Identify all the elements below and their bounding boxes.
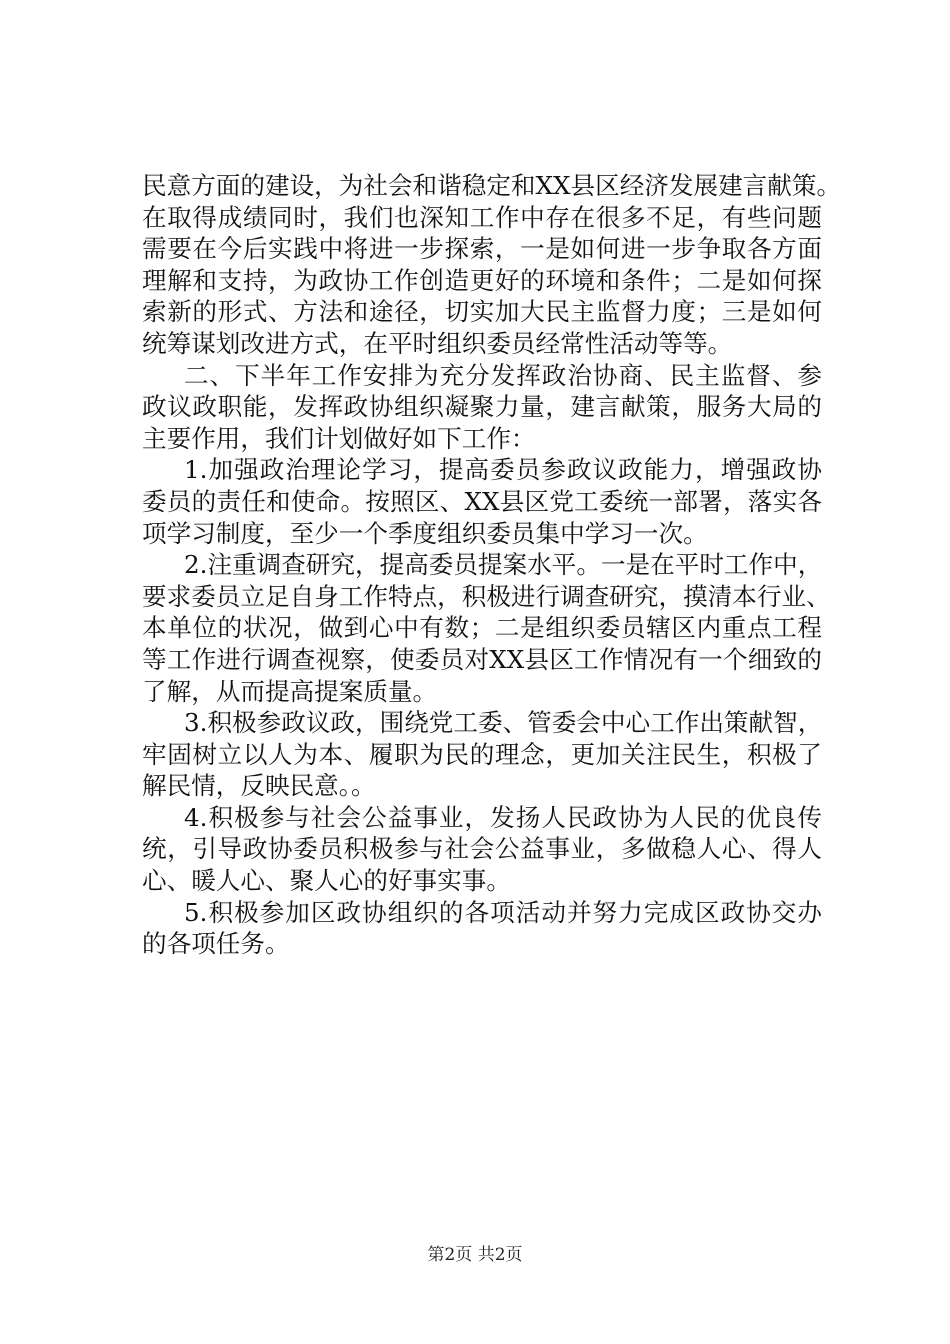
text-line: 政议政职能，发挥政协组织凝聚力量，建言献策，服务大局的 [142, 392, 822, 422]
text-line: 的各项任务。 [142, 929, 290, 959]
text-line: 理解和支持，为政协工作创造更好的环境和条件；二是如何探 [142, 265, 822, 295]
text-line: 1.加强政治理论学习，提高委员参政议政能力，增强政协 [184, 455, 822, 485]
text-line: 牢固树立以人为本、履职为民的理念，更加关注民生，积极了 [142, 739, 822, 769]
text-line: 3.积极参政议政，围绕党工委、管委会中心工作出策献智， [184, 708, 823, 738]
text-line: 统，引导政协委员积极参与社会公益事业，多做稳人心、得人 [142, 834, 822, 864]
text-line: 4.积极参与社会公益事业，发扬人民政协为人民的优良传 [184, 802, 822, 832]
text-line: 要求委员立足自身工作特点，积极进行调查研究，摸清本行业、 [142, 581, 831, 611]
page-footer: 第2页 共2页 [427, 1245, 523, 1265]
text-line: 在取得成绩同时，我们也深知工作中存在很多不足，有些问题 [142, 202, 822, 232]
text-line: 民意方面的建设，为社会和谐稳定和XX县区经济发展建言献策。 [142, 171, 842, 200]
text-line: 2.注重调查研究，提高委员提案水平。一是在平时工作中， [184, 550, 823, 580]
text-line: 索新的形式、方法和途径，切实加大民主监督力度；三是如何 [142, 297, 822, 327]
document-body [142, 170, 842, 960]
text-line: 委员的责任和使命。按照区、XX县区党工委统一部署，落实各 [142, 486, 822, 516]
text-line: 统筹谋划改进方式，在平时组织委员经常性活动等等。 [142, 328, 733, 358]
text-line: 需要在今后实践中将进一步探索，一是如何进一步争取各方面 [142, 234, 822, 264]
text-line: 解民情，反映民意。。 [142, 771, 376, 801]
text-line: 主要作用，我们计划做好如下工作： [142, 423, 536, 453]
text-line: 了解，从而提高提案质量。 [142, 676, 438, 706]
text-line: 本单位的状况，做到心中有数；二是组织委员辖区内重点工程 [142, 613, 822, 643]
text-line: 等工作进行调查视察，使委员对XX县区工作情况有一个细致的 [142, 644, 822, 674]
text-line: 二、下半年工作安排为充分发挥政治协商、民主监督、参 [184, 360, 822, 390]
text-line: 项学习制度，至少一个季度组织委员集中学习一次。 [142, 518, 708, 548]
text-line: 心、暖人心、聚人心的好事实事。 [142, 866, 511, 896]
text-line: 5.积极参加区政协组织的各项活动并努力完成区政协交办 [184, 897, 822, 927]
